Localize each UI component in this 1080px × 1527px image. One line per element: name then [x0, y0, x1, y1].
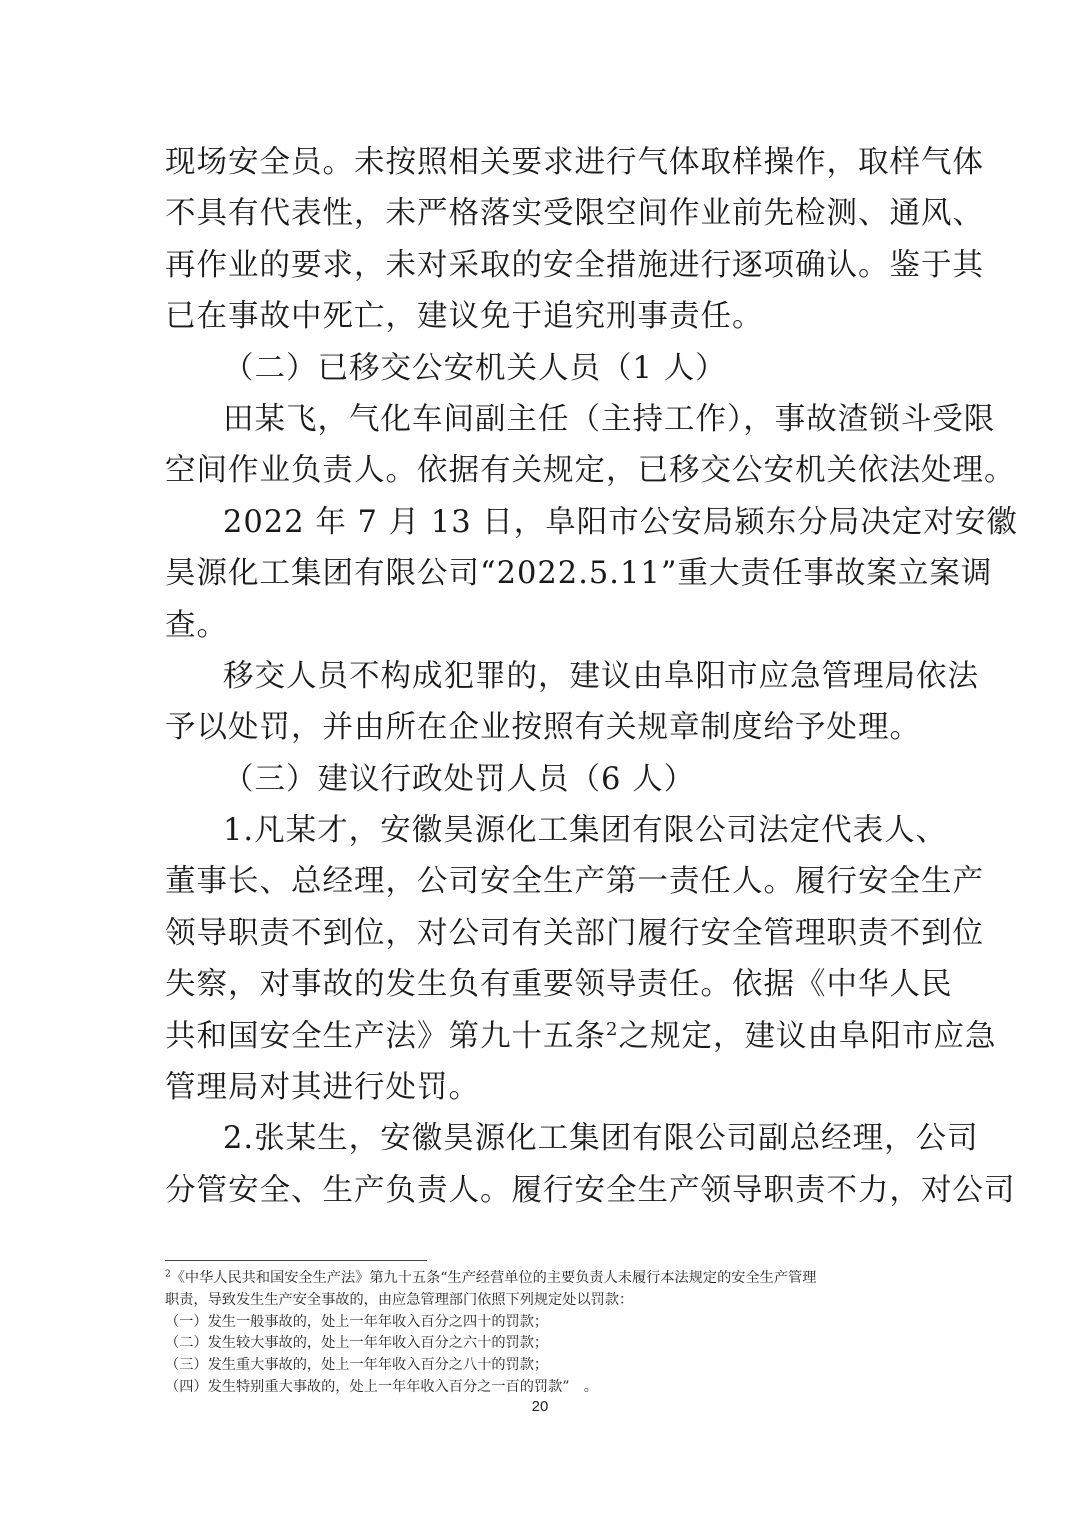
- section-heading-2: （二）已移交公安机关人员（1 人）: [223, 350, 727, 386]
- footnote-separator: [165, 1260, 427, 1261]
- footnote-line: （四）发生特别重大事故的，处上一年年收入百分之一百的罚款” 。: [165, 1378, 598, 1395]
- text-line: 领导职责不到位，对公司有关部门履行安全管理职责不到位: [165, 915, 984, 951]
- section-heading-3: （三）建议行政处罚人员（6 人）: [223, 761, 696, 797]
- footnote-line: （一）发生一般事故的，处上一年年收入百分之四十的罚款；: [165, 1313, 549, 1330]
- text-line: 再作业的要求，未对采取的安全措施进行逐项确认。鉴于其: [165, 247, 984, 283]
- footnote-marker: 2: [165, 1269, 171, 1280]
- paragraph-1: [165, 137, 984, 343]
- text-segment: 共和国安全生产法》第九十五条: [165, 1018, 606, 1054]
- text-line: 空间作业负责人。依据有关规定，已移交公安机关依法处理。: [165, 453, 1016, 489]
- text-line: 分管安全、生产负责人。履行安全生产领导职责不力，对公司: [165, 1172, 1016, 1208]
- page-number: 20: [531, 1398, 549, 1415]
- text-line: 昊源化工集团有限公司“2022.5.11”重大责任事故案立案调: [165, 556, 993, 592]
- footnote-line: （二）发生较大事故的，处上一年年收入百分之六十的罚款；: [165, 1335, 549, 1352]
- text-line: 现场安全员。未按照相关要求进行气体取样操作，取样气体: [165, 145, 984, 180]
- text-line: 董事长、总经理，公司安全生产第一责任人。履行安全生产: [165, 864, 984, 900]
- footnote-line: （三）发生重大事故的，处上一年年收入百分之八十的罚款；: [165, 1357, 549, 1374]
- text-line: 管理局对其进行处罚。: [165, 1070, 480, 1106]
- text-line: 1.凡某才，安徽昊源化工集团有限公司法定代表人、: [223, 813, 948, 849]
- text-line: [165, 1011, 997, 1062]
- footnote-reference[interactable]: 2: [606, 1018, 619, 1040]
- text-line: 2022 年 7 月 13 日，阜阳市公安局颍东分局决定对安徽: [223, 504, 1018, 540]
- text-line: 已在事故中死亡，建议免于追究刑事责任。: [165, 299, 764, 335]
- paragraph-2: [165, 394, 1016, 497]
- text-segment: 之规定，建议由阜阳市应急: [618, 1018, 997, 1054]
- footnote-text: 《中华人民共和国安全生产法》第九十五条“生产经营单位的主要负责人未履行本法规定的安全生产管理: [170, 1270, 817, 1286]
- text-line: 2.张某生，安徽昊源化工集团有限公司副总经理，公司: [223, 1121, 979, 1157]
- paragraph-4: [165, 651, 979, 754]
- paragraph-6: [165, 1113, 1016, 1216]
- body-text: [165, 137, 1018, 1216]
- text-line: 不具有代表性，未严格落实受限空间作业前先检测、通风、: [165, 196, 984, 232]
- footnote-line: [165, 1268, 925, 1290]
- text-line: 田某飞，气化车间副主任（主持工作），事故渣锁斗受限: [223, 401, 996, 437]
- footnote-line: 职责，导致发生生产安全事故的，由应急管理部门依照下列规定处以罚款：: [165, 1291, 634, 1308]
- text-line: 失察，对事故的发生负有重要领导责任。依据《中华人民: [165, 967, 953, 1003]
- paragraph-3: [165, 497, 1018, 651]
- text-line: 移交人员不构成犯罪的，建议由阜阳市应急管理局依法: [223, 658, 979, 694]
- paragraph-5: [165, 805, 997, 1113]
- footnote: [165, 1268, 925, 1399]
- text-line: 查。: [165, 607, 228, 643]
- text-line: 予以处罚，并由所在企业按照有关规章制度给予处理。: [165, 710, 921, 746]
